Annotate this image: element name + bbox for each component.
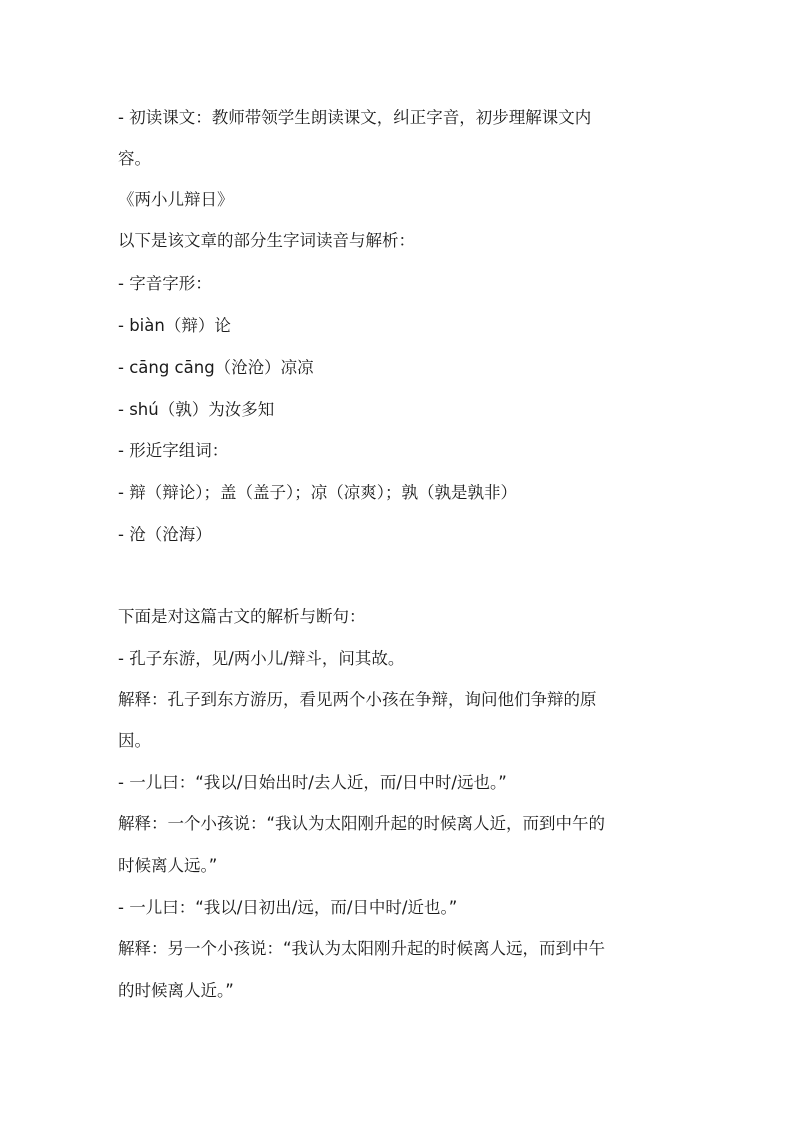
text-line: - biàn（辩）论 xyxy=(118,316,231,335)
text-line: - 一儿曰：“我以/日始出时/去人近，而/日中时/远也。” xyxy=(118,773,507,792)
text-line: - 字音字形： xyxy=(118,274,212,293)
text-line: 解释：另一个小孩说：“我认为太阳刚升起的时候离人远，而到中午 xyxy=(118,939,606,958)
text-line: - shú（孰）为汝多知 xyxy=(118,400,275,419)
text-line: 《两小儿辩日》 xyxy=(118,190,234,209)
text-line: - 沧（沧海） xyxy=(118,525,212,544)
text-line: 解释：一个小孩说：“我认为太阳刚升起的时候离人近，而到中午的 xyxy=(118,814,606,833)
text-line: - 形近字组词： xyxy=(118,441,229,460)
text-line: - cāng cāng（沧沧）凉凉 xyxy=(118,358,314,377)
text-line: 解释：孔子到东方游历，看见两个小孩在争辩，询问他们争辩的原 xyxy=(118,690,597,709)
text-line: 因。 xyxy=(118,731,151,750)
text-line: 下面是对这篇古文的解析与断句： xyxy=(118,607,366,626)
text-line: - 一儿曰：“我以/日初出/远，而/日中时/近也。” xyxy=(118,898,458,917)
text-line: - 初读课文：教师带领学生朗读课文，纠正字音，初步理解课文内 xyxy=(118,108,592,127)
text-line: - 辩（辩论）；盖（盖子）；凉（凉爽）；孰（孰是孰非） xyxy=(118,483,517,502)
text-line: - 孔子东游，见/两小儿/辩斗，问其故。 xyxy=(118,649,405,668)
text-line: 容。 xyxy=(118,149,151,168)
text-line: 以下是该文章的部分生字词读音与解析： xyxy=(118,231,415,250)
text-line: 的时候离人近。” xyxy=(118,981,234,1000)
text-line: 时候离人远。” xyxy=(118,856,218,875)
